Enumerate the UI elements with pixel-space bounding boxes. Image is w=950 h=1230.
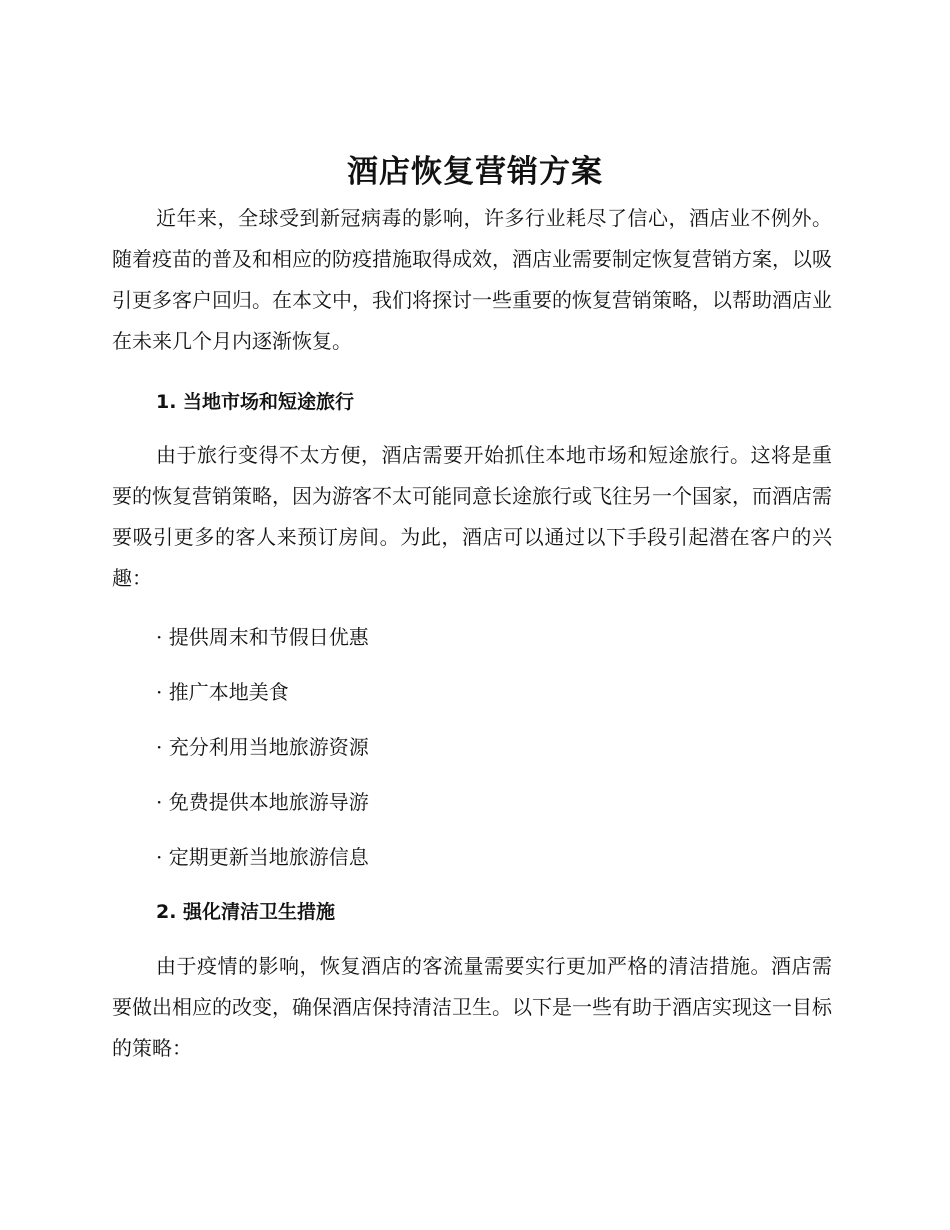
section-2-heading: 2. 强化清洁卫生措施 xyxy=(156,901,336,923)
section-2-paragraph: 由于疫情的影响，恢复酒店的客流量需要实行更加严格的清洁措施。酒店需要做出相应的改变，确保酒店保持清洁卫生。以下是一些有助于酒店实现这一目标的策略： xyxy=(112,954,832,1060)
section-1-paragraph: 由于旅行变得不太方便，酒店需要开始抓住本地市场和短途旅行。这将是重要的恢复营销策略，因为游客不太可能同意长途旅行或飞往另一个国家，而酒店需要吸引更多的客人来预订房间。为此，酒店可以通过以下手段引起潜在客户的兴趣： xyxy=(112,443,832,590)
bullet-item: · 提供周末和节假日优惠 xyxy=(156,625,369,649)
intro-paragraph: 近年来，全球受到新冠病毒的影响，许多行业耗尽了信心，酒店业不例外。随着疫苗的普及和相应的防疫措施取得成效，酒店业需要制定恢复营销方案，以吸引更多客户回归。在本文中，我们将探讨一些重要的恢复营销策略，以帮助酒店业在未来几个月内逐渐恢复。 xyxy=(112,206,832,353)
bullet-item: · 定期更新当地旅游信息 xyxy=(156,845,369,869)
section-1-heading: 1. 当地市场和短途旅行 xyxy=(156,391,355,413)
bullet-item: · 充分利用当地旅游资源 xyxy=(156,735,369,759)
bullet-item: · 推广本地美食 xyxy=(156,680,289,704)
document-title: 酒店恢复营销方案 xyxy=(347,154,603,190)
bullet-item: · 免费提供本地旅游导游 xyxy=(156,790,369,814)
